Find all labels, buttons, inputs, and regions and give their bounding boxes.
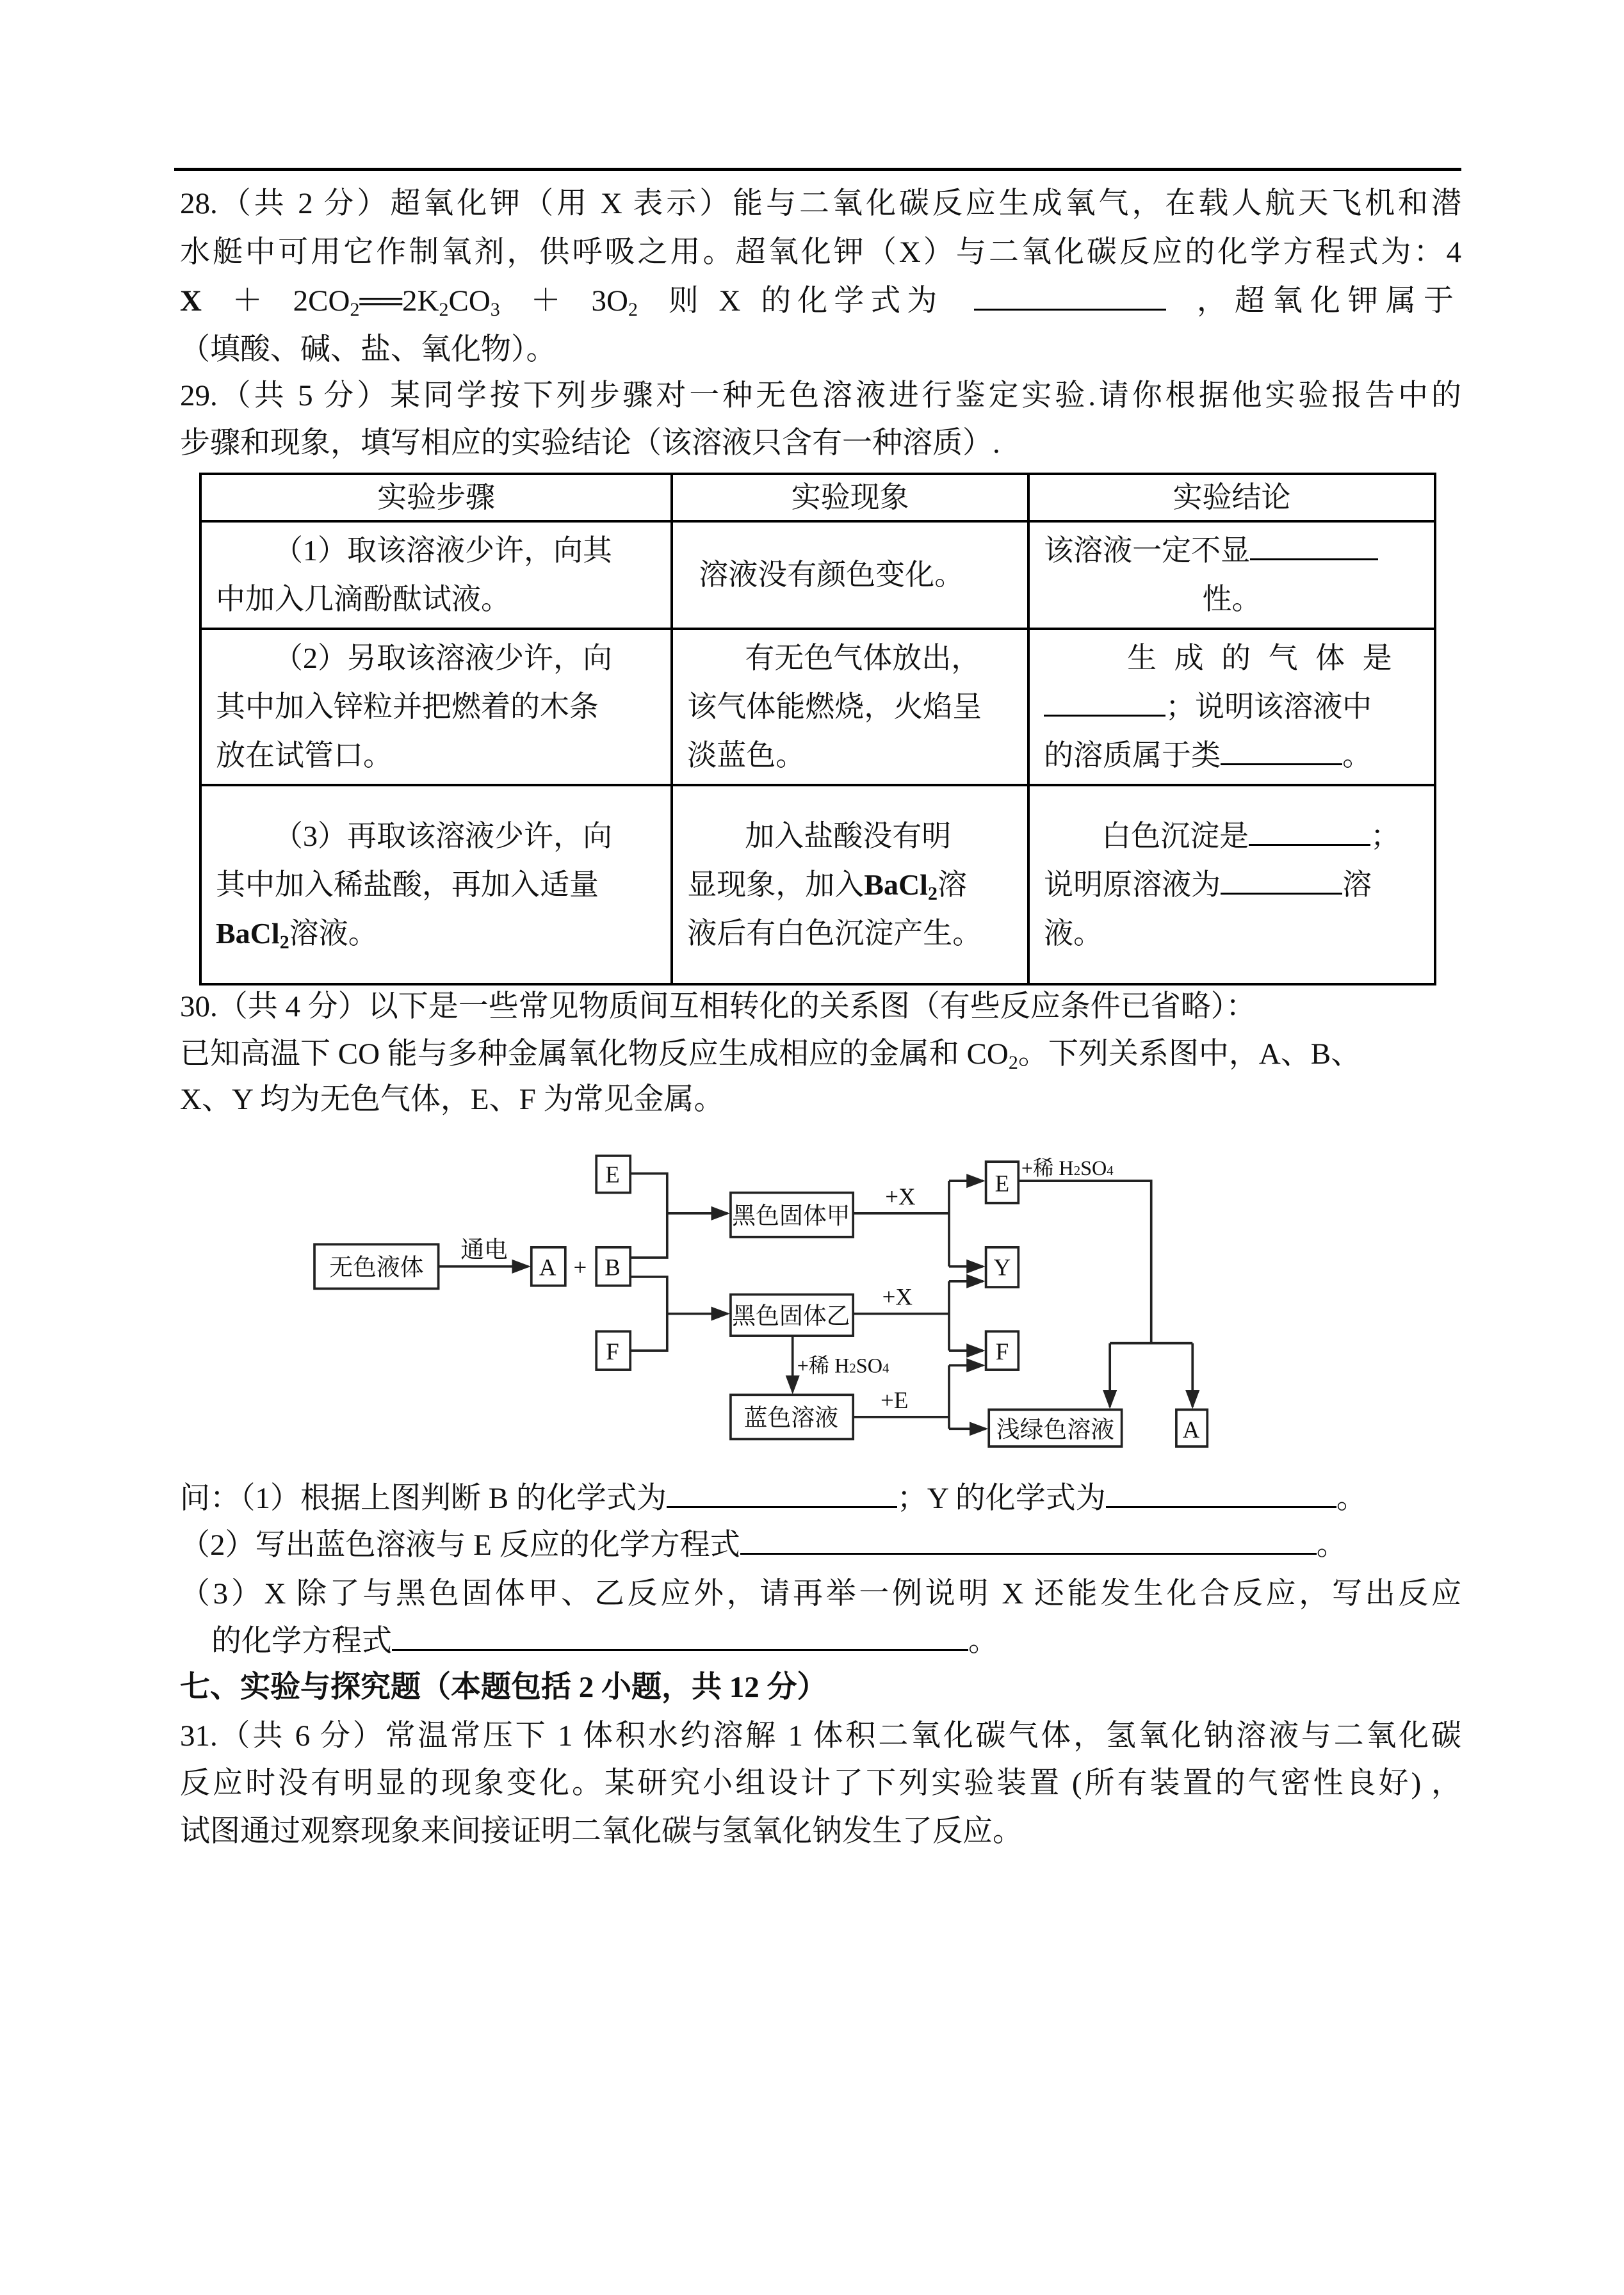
o2: 3O xyxy=(591,284,628,318)
label-f: F xyxy=(606,1338,619,1365)
q28-line4: （填酸、碱、盐、氧化物）。 xyxy=(180,333,556,366)
bacl2: BaCl xyxy=(216,916,280,950)
text: 液。 xyxy=(1044,916,1103,950)
header-cell: 实验现象 xyxy=(672,474,1028,521)
sub: 2 xyxy=(628,299,638,320)
phenomenon-cell xyxy=(672,629,1028,785)
t: +稀 H xyxy=(1021,1156,1074,1180)
sub: 2 xyxy=(350,299,360,320)
text: 问：（1）根据上图判断 B 的化学式为 xyxy=(180,1482,667,1515)
text: 。 xyxy=(1342,739,1372,772)
sub: 2 xyxy=(1008,1052,1018,1073)
phenomenon-cell: 溶液没有颜色变化。 xyxy=(672,521,1028,629)
t: 2 xyxy=(849,1361,856,1376)
label-plus-x: +X xyxy=(882,1283,913,1310)
text: 中加入几滴酚酞试液。 xyxy=(216,583,510,615)
answer-blank[interactable] xyxy=(1044,686,1165,717)
answer-blank[interactable] xyxy=(740,1525,1317,1555)
t: SO xyxy=(1080,1156,1107,1180)
step-cell xyxy=(200,521,672,629)
label-plus: + xyxy=(573,1254,587,1281)
answer-blank[interactable] xyxy=(1221,864,1342,895)
sub: 2 xyxy=(927,882,938,904)
eq-plus: ＋ xyxy=(530,284,561,318)
text: 有无色气体放出， xyxy=(745,642,981,674)
t: 4 xyxy=(882,1361,889,1376)
text: 说明原溶液为 xyxy=(1044,868,1221,901)
answer-blank[interactable] xyxy=(392,1621,968,1651)
conclusion-cell xyxy=(1028,785,1435,984)
text: 。 xyxy=(1336,1482,1367,1515)
label-e2: E xyxy=(995,1170,1010,1197)
table-header-row xyxy=(200,474,1435,521)
q28-equation-line xyxy=(180,279,1461,323)
text: （2）写出蓝色溶液与 E 反应的化学方程式 xyxy=(180,1529,740,1562)
text: 溶 xyxy=(1342,868,1372,901)
label-solid-jia: 黑色固体甲 xyxy=(732,1202,850,1229)
co2: 2CO xyxy=(293,284,350,318)
answer-blank[interactable] xyxy=(1249,816,1370,846)
text: 溶 xyxy=(937,868,967,901)
q28-ask: 则 X 的化学式为 xyxy=(668,284,944,318)
text: 该溶液一定不显 xyxy=(1044,534,1251,567)
q30-line2 xyxy=(180,1032,1461,1076)
header-rule xyxy=(174,168,1461,171)
label-f2: F xyxy=(995,1338,1009,1365)
label-liquid: 无色液体 xyxy=(329,1254,424,1281)
table-row xyxy=(200,785,1435,984)
co: CO xyxy=(448,284,491,318)
text: 性。 xyxy=(1202,583,1262,615)
q31-line1: 31.（共 6 分）常温常压下 1 体积水约溶解 1 体积二氧化碳气体，氢氧化钠溶液与二氧化碳 xyxy=(180,1719,1461,1753)
phenomenon-cell xyxy=(672,785,1028,984)
eq-o2 xyxy=(591,279,637,323)
q31-line3: 试图通过观察现象来间接证明二氧化碳与氢氧化钠发生了反应。 xyxy=(180,1815,1023,1848)
q31-line2: 反应时没有明显的现象变化。某研究小组设计了下列实验装置 (所有装置的气密性良好) ， xyxy=(180,1767,1461,1800)
text: 淡蓝色。 xyxy=(687,739,806,772)
q30-sub1 xyxy=(180,1476,1461,1521)
answer-blank[interactable] xyxy=(667,1478,897,1508)
text: 该气体能燃烧，火焰呈 xyxy=(687,690,982,723)
q28-line2: 水艇中可用它作制氧剂，供呼吸之用。超氧化钾（X）与二氧化碳反应的化学方程式为：4 xyxy=(180,236,1461,269)
eq-co2 xyxy=(293,279,500,323)
text: 其中加入稀盐酸，再加入适量 xyxy=(216,868,599,901)
q30-sub2 xyxy=(180,1523,1461,1568)
q28-ask2: ，超氧化钾属于 xyxy=(1196,284,1461,318)
step-cell xyxy=(200,785,672,984)
text: 其中加入锌粒并把燃着的木条 xyxy=(216,690,599,723)
t: SO xyxy=(856,1354,883,1377)
answer-blank[interactable] xyxy=(1221,735,1342,765)
step-cell xyxy=(200,629,672,785)
q29-line2: 步骤和现象，填写相应的实验结论（该溶液只含有一种溶质）. xyxy=(180,426,1000,460)
text: 加入盐酸没有明 xyxy=(745,819,952,852)
label-y: Y xyxy=(993,1254,1011,1281)
text: ；说明该溶液中 xyxy=(1165,690,1372,723)
text: 。 xyxy=(1316,1529,1347,1562)
text: 溶液。 xyxy=(289,916,378,950)
eq-x: X xyxy=(180,284,202,318)
label-blue: 蓝色溶液 xyxy=(743,1404,839,1431)
label-plus-e: +E xyxy=(881,1387,909,1414)
table-row xyxy=(200,629,1435,785)
text: 放在试管口。 xyxy=(216,739,393,772)
header-cell: 实验步骤 xyxy=(200,474,672,521)
label-e: E xyxy=(605,1161,620,1188)
text: 的溶质属于类 xyxy=(1044,739,1221,772)
q30-sub3-cont xyxy=(211,1619,1493,1664)
text: （3）再取该溶液少许，向 xyxy=(273,819,612,852)
text: 。 xyxy=(968,1625,998,1658)
label-green: 浅绿色溶液 xyxy=(996,1416,1115,1443)
label-electrolysis: 通电 xyxy=(460,1236,508,1263)
conclusion-cell xyxy=(1028,521,1435,629)
sub: 2 xyxy=(439,299,449,320)
text: 白色沉淀是 xyxy=(1101,819,1249,852)
text: （2）另取该溶液少许，向 xyxy=(273,642,612,674)
conversion-diagram xyxy=(295,1137,1225,1461)
text: （1）取该溶液少许，向其 xyxy=(273,534,612,567)
t: 2 xyxy=(1073,1164,1081,1178)
text: 已知高温下 CO 能与多种金属氧化物反应生成相应的金属和 CO xyxy=(180,1037,1009,1071)
label-a2: A xyxy=(1182,1416,1200,1443)
sub: 3 xyxy=(490,299,500,320)
table-row xyxy=(200,521,1435,629)
k: 2K xyxy=(402,284,439,318)
q29-line1: 29.（共 5 分）某同学按下列步骤对一种无色溶液进行鉴定实验.请你根据他实验报告中的 xyxy=(180,379,1461,412)
q28-line1: 28.（共 2 分）超氧化钾（用 X 表示）能与二氧化碳反应生成氧气，在载人航天飞机和潜 xyxy=(180,187,1461,220)
answer-blank[interactable] xyxy=(974,280,1166,311)
text: 显现象，加入 xyxy=(687,868,865,901)
sub: 2 xyxy=(279,931,289,953)
conclusion-cell xyxy=(1028,629,1435,785)
t: 4 xyxy=(1107,1164,1114,1178)
answer-blank[interactable] xyxy=(1250,530,1378,560)
q30-line3: X、Y 均为无色气体，E、F 为常见金属。 xyxy=(180,1083,724,1116)
label-a: A xyxy=(539,1254,556,1281)
text: 生 成 的 气 体 是 xyxy=(1127,642,1397,674)
label-plus-x: +X xyxy=(885,1183,916,1210)
label-solid-yi: 黑色固体乙 xyxy=(732,1302,850,1329)
header-cell: 实验结论 xyxy=(1028,474,1435,521)
text: 的化学方程式 xyxy=(211,1625,392,1658)
text: 。下列关系图中，A、B、 xyxy=(1018,1037,1361,1071)
label-acid xyxy=(1021,1156,1114,1180)
answer-blank[interactable] xyxy=(1106,1478,1336,1508)
bacl2: BaCl xyxy=(864,868,928,901)
section-7-heading: 七、实验与探究题（本题包括 2 小题，共 12 分） xyxy=(180,1671,827,1704)
q30-sub3: （3）X 除了与黑色固体甲、乙反应外，请再举一例说明 X 还能发生化合反应，写出反应 xyxy=(180,1577,1461,1610)
eq-sign: ══ xyxy=(359,284,403,318)
t: +稀 H xyxy=(797,1354,850,1377)
experiment-table xyxy=(199,473,1436,985)
eq-plus: ＋ xyxy=(232,284,263,318)
text: ；Y 的化学式为 xyxy=(897,1482,1106,1515)
label-acid xyxy=(797,1354,889,1377)
q30-line1: 30.（共 4 分）以下是一些常见物质间互相转化的关系图（有些反应条件已省略）： xyxy=(180,990,1256,1023)
label-b: B xyxy=(605,1254,621,1281)
text: ； xyxy=(1370,819,1401,852)
text: 液后有白色沉淀产生。 xyxy=(687,916,982,950)
